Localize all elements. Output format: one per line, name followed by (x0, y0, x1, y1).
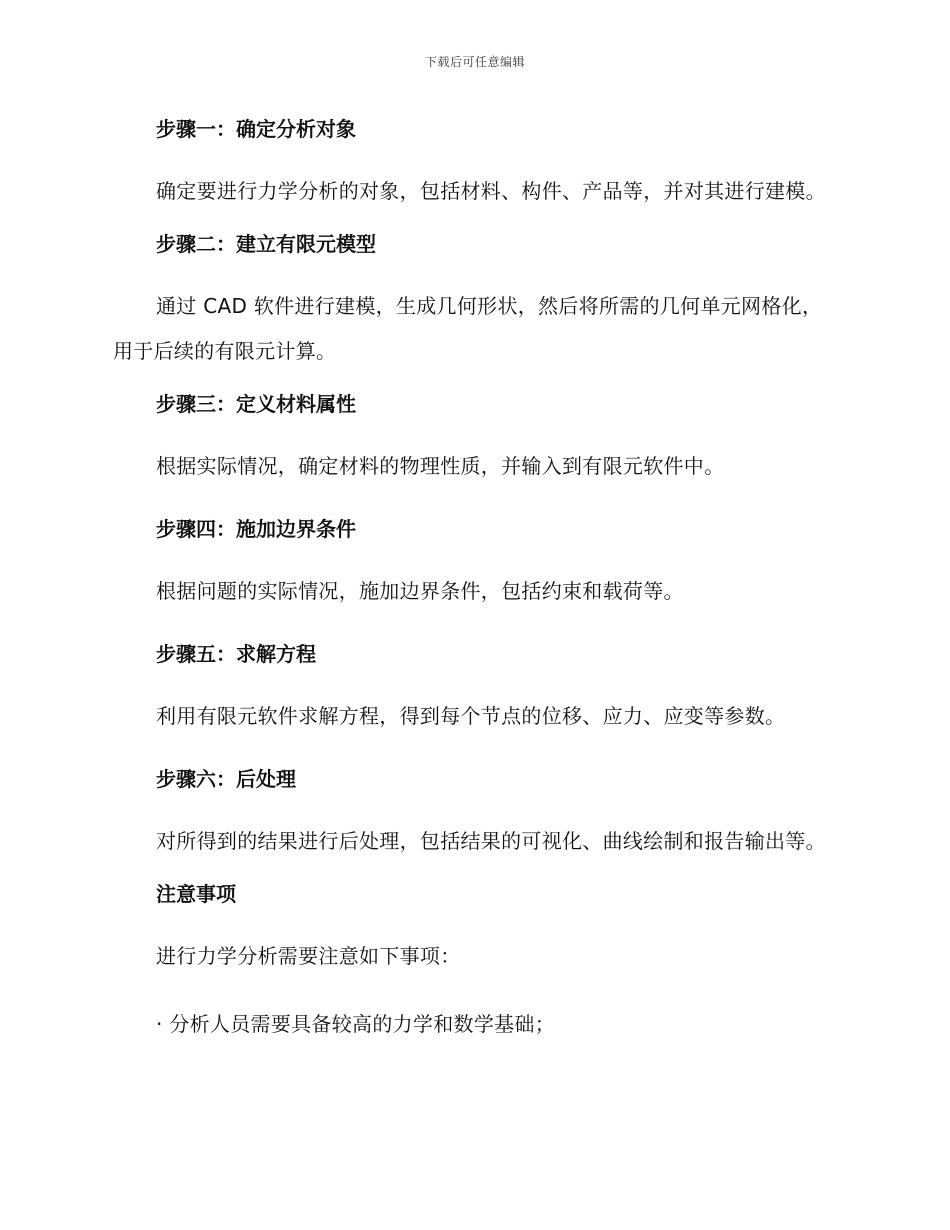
page-header-note: 下载后可任意编辑 (424, 55, 525, 69)
section-step-5 (113, 637, 835, 739)
section-paragraph: 对所得到的结果进行后处理，包括结果的可视化、曲线绘制和报告输出等。 (156, 829, 826, 853)
section-notes (113, 877, 835, 1047)
section-heading: 步骤三：定义材料属性 (156, 392, 356, 416)
section-heading: 步骤一：确定分析对象 (156, 117, 356, 141)
notes-heading: 注意事项 (156, 882, 236, 906)
section-heading: 步骤四：施加边界条件 (156, 517, 356, 541)
section-step-4 (113, 512, 835, 614)
section-paragraph: 通过 CAD 软件进行建模，生成几何形状，然后将所需的几何单元网格化，用于后续的有限元计算。 (113, 294, 823, 363)
section-heading: 步骤六：后处理 (156, 767, 296, 791)
section-step-1 (113, 112, 835, 214)
section-step-2 (113, 227, 835, 374)
section-step-6 (113, 762, 835, 864)
section-paragraph: 确定要进行力学分析的对象，包括材料、构件、产品等，并对其进行建模。 (156, 179, 826, 203)
section-heading: 步骤二：建立有限元模型 (156, 232, 376, 256)
section-paragraph: 利用有限元软件求解方程，得到每个节点的位移、应力、应变等参数。 (156, 704, 786, 728)
section-paragraph: 根据实际情况，确定材料的物理性质，并输入到有限元软件中。 (156, 454, 725, 478)
document-body (113, 112, 835, 1070)
section-step-3 (113, 387, 835, 489)
notes-intro: 进行力学分析需要注意如下事项： (156, 944, 461, 968)
section-heading: 步骤五：求解方程 (156, 642, 316, 666)
section-paragraph: 根据问题的实际情况，施加边界条件，包括约束和载荷等。 (156, 579, 684, 603)
notes-list-item: · 分析人员需要具备较高的力学和数学基础； (156, 1012, 556, 1036)
